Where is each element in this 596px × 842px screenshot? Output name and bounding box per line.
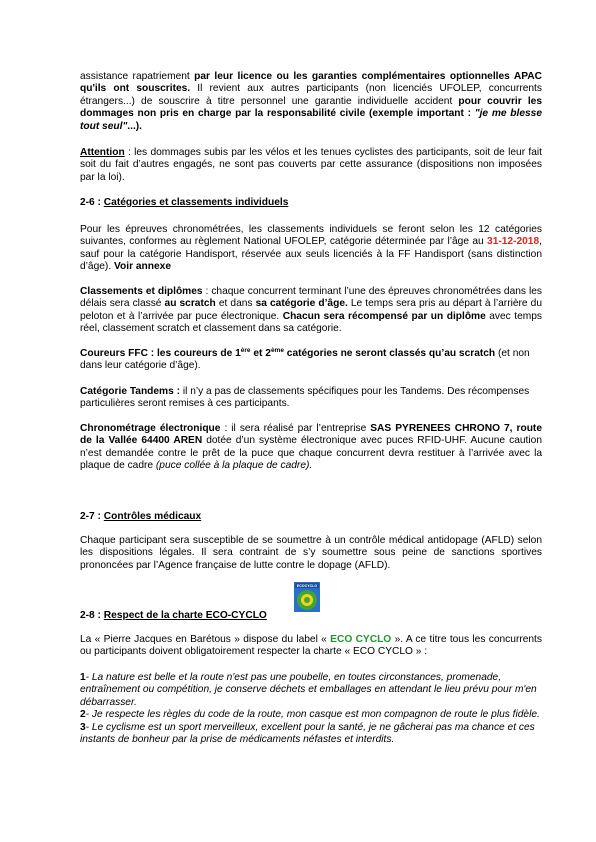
text-bold: Chacun sera récompensé par un diplôme (282, 310, 486, 322)
text: ». A ce titre tous les concurrents ou participants doivent obligatoirement respecter la charte « ECO CYCLO » : (80, 634, 542, 658)
text-bold: Catégorie Tandems : (80, 386, 181, 397)
text: et dans (215, 298, 256, 310)
text: Il revient aux autres participants (non licenciés UFOLEP, concurrents étrangers...) de souscrire à titre personnel une garantie individuelle accident (80, 83, 542, 107)
eco-cyclo-logo-icon (294, 582, 320, 612)
text-bold: et 2 (250, 348, 271, 359)
text-bold-italic: "je me blesse tout seul" (80, 108, 542, 132)
text-bold: Voir annexe (113, 261, 171, 273)
eco-cyclo-label: ECO CYCLO (330, 634, 392, 645)
insurance-paragraph (80, 71, 542, 133)
section-number: 2-7 : (80, 511, 101, 522)
section-heading-2-8 (80, 610, 542, 622)
reference-date: 31-12-2018 (487, 236, 540, 248)
attention-label: Attention (80, 147, 125, 158)
ffc-paragraph (80, 348, 542, 373)
text: il n’y a pas de classements spécifiques pour les Tandems. Des récompenses particulières seront remises à ces participants. (80, 386, 530, 410)
rule-number: 1 (80, 672, 86, 683)
text: , sauf pour la catégorie Handisport, réservée aux seuls licenciés à la FF Handisport (sans distinction d’âge). (80, 236, 542, 273)
categories-paragraph (80, 224, 542, 274)
text-bold: Coureurs FFC : les coureurs de 1 (80, 348, 241, 359)
text-bold: par leur licence ou les garanties complémentaires optionnelles APAC qu'ils ont souscrites. (80, 71, 542, 95)
charter-rule (80, 672, 542, 709)
text-bold: Classements et diplômes (80, 286, 203, 297)
charter-rule (80, 709, 542, 721)
eco-cyclo-paragraph (80, 634, 542, 659)
text-bold: Chronométrage électronique (80, 423, 221, 434)
rule-number: 3 (80, 721, 86, 733)
text: La « Pierre Jacques en Barétous » dispose du label « (80, 634, 331, 645)
text: (et non dans leur catégorie d’âge). (80, 348, 530, 372)
superscript: ème (270, 347, 284, 354)
text-bold: sa catégorie d’âge. (255, 298, 348, 310)
charter-rules-list (80, 672, 542, 746)
section-number: 2-6 : (80, 197, 101, 208)
logo-text: ECOCYCLO (296, 584, 318, 588)
text: Le temps sera pris au départ à l’arrière du peloton et à l’arrivée par puce électronique. (80, 298, 542, 322)
section-title: Contrôles médicaux (103, 511, 202, 522)
text: : chaque concurrent terminant l’une des épreuves chronométrées dans les délais sera classé (80, 286, 543, 310)
rule-number: 2 (80, 709, 86, 721)
text-bold: ...). (127, 120, 142, 132)
text: : il sera réalisé par l’entreprise (220, 423, 371, 434)
rule-text: - La nature est belle et la route n'est pas une poubelle, en toutes circonstances, promenade, entraînement ou compétition, je conserve déchets et emballages en attendant le lieu prévu pour m'en débarrasser. (80, 672, 537, 708)
section-title: Catégories et classements individuels (103, 197, 289, 208)
text-bold: pour couvrir les dommages non pris en charge par la responsabilité civile (exemple important : (80, 95, 542, 120)
text: avec temps réel, classement scratch et classement dans sa catégorie. (80, 310, 542, 335)
superscript: ère (240, 347, 251, 354)
text-bold: catégories ne seront classés qu’au scratch (283, 348, 496, 359)
section-number: 2-8 : (80, 610, 101, 621)
timing-paragraph (80, 423, 542, 473)
text-italic: (puce collée à la plaque de cadre). (155, 460, 313, 472)
tandems-paragraph (80, 386, 542, 411)
text: Pour les épreuves chronométrées, les classements individuels se feront selon les 12 catégories suivantes, conformes au règlement National UFOLEP, catégorie déterminée par l’âge au (80, 224, 542, 248)
medical-paragraph (80, 535, 542, 572)
charter-rule (80, 722, 542, 747)
text-bold: SAS PYRENEES CHRONO 7, route de la Vallée 64400 AREN (80, 423, 542, 447)
text-bold: au scratch (164, 298, 216, 310)
section-heading-2-6 (80, 197, 542, 209)
attention-paragraph (80, 147, 542, 184)
text: assistance rapatriement (80, 71, 195, 82)
section-heading-2-7 (80, 511, 542, 523)
text: dotée d’un système électronique avec puces RFID-UHF. Aucune caution n’est demandée contre le prêt de la puce que chaque concurrent devra restituer à l’arrivée avec la plaque de cadre (80, 435, 542, 472)
section-title: Respect de la charte ECO-CYCLO (103, 610, 267, 621)
text: Chaque participant sera susceptible de se soumettre à un contrôle médical antidopage (AFLD) selon les dispositions légales. Il sera contraint de s’y soumettre sous peine de sanctions sportives prononcées par l’Agence française de lutte contre le dopage (AFLD). (80, 535, 542, 571)
rule-text: - Le cyclisme est un sport merveilleux, excellent pour la santé, je ne gâcherai pas ma chance et ces instants de bonheur par la prise de médicaments néfastes et interdits. (80, 721, 535, 746)
text: : les dommages subis par les vélos et les tenues cyclistes des participants, soit de leur fait soit du fait d’autres engagés, ne sont pas couverts par cette assurance (dispositions non imposées par la loi). (80, 147, 542, 183)
eco-cyclo-logo (294, 582, 320, 612)
rule-text: - Je respecte les règles du code de la route, mon casque est mon compagnon de route le plus fidèle. (85, 709, 540, 721)
rankings-paragraph (80, 286, 542, 336)
